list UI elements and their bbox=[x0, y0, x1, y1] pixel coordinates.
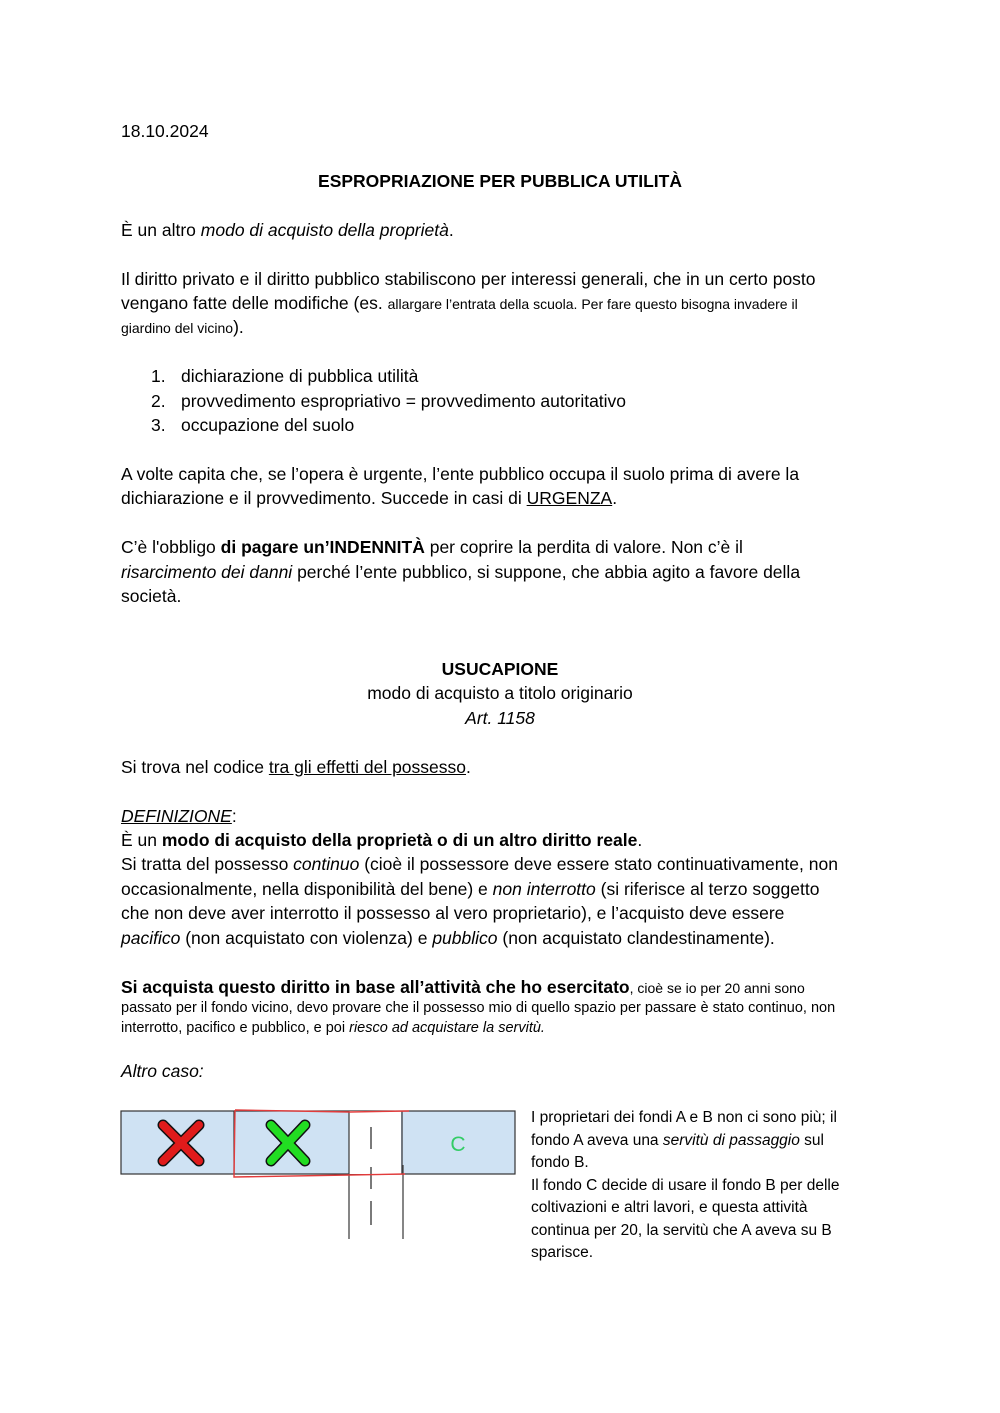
para2-line1: A volte capita che, se l’opera è urgente, l’ente pubblico occupa il suolo prima di avere la bbox=[121, 464, 800, 484]
section-subtitle: modo di acquisto a titolo originario bbox=[367, 683, 633, 703]
caption-line: fondo B. bbox=[531, 1154, 589, 1171]
code-line: Si trova nel codice tra gli effetti del possesso. bbox=[121, 757, 471, 777]
definition-label: DEFINIZIONE: bbox=[121, 806, 237, 826]
para1-line1: Il diritto privato e il diritto pubblico stabiliscono per interessi generali, che in un certo posto bbox=[121, 269, 816, 289]
definition-line4: che non deve aver interrotto il possesso al vero proprietario), e l’acquisto deve essere bbox=[121, 903, 785, 923]
para3-line2: risarcimento dei danni perché l’ente pubblico, si suppone, che abbia agito a favore della bbox=[121, 562, 801, 582]
para3-line3: società. bbox=[121, 586, 182, 606]
definition-line3: occasionalmente, nella disponibilità del bene) e non interrotto (si riferisce al terzo soggetto bbox=[121, 879, 820, 899]
list-item: 1. dichiarazione di pubblica utilità bbox=[151, 366, 419, 386]
land-diagram bbox=[119, 1105, 519, 1250]
caption-line: fondo A aveva una servitù di passaggio sul bbox=[531, 1131, 824, 1149]
date: 18.10.2024 bbox=[121, 121, 209, 141]
section-title-espropriazione: ESPROPRIAZIONE PER PUBBLICA UTILITÀ bbox=[318, 171, 682, 191]
land-diagram-svg bbox=[119, 1105, 519, 1245]
caption-line: continua per 20, la servitù che A aveva su B bbox=[531, 1221, 832, 1239]
road-gap bbox=[349, 1111, 401, 1174]
caption-line: I proprietari dei fondi A e B non ci sono più; il bbox=[531, 1109, 837, 1126]
diagram-caption bbox=[531, 1107, 891, 1265]
caption-line: sparisce. bbox=[531, 1244, 594, 1261]
other-case-label: Altro caso: bbox=[121, 1061, 204, 1081]
acquisition-line2: passato per il fondo vicino, devo provare che il possesso mio di quello spazio per passare è stato continuo, non bbox=[121, 1000, 836, 1016]
article-reference: Art. 1158 bbox=[465, 708, 535, 728]
caption-line: Il fondo C decide di usare il fondo B per delle bbox=[531, 1176, 840, 1194]
intro-line: È un altro modo di acquisto della proprietà. bbox=[121, 220, 454, 240]
acquisition-line3: interrotto, pacifico e pubblico, e poi riesco ad acquistare la servitù. bbox=[121, 1020, 545, 1036]
para1-line3: giardino del vicino). bbox=[121, 317, 244, 337]
field-c-label: C bbox=[450, 1133, 466, 1156]
caption-line: coltivazioni e altri lavori, e questa attività bbox=[531, 1199, 808, 1216]
para3-line1: C’è l'obbligo di pagare un’INDENNITÀ per coprire la perdita di valore. Non c’è il bbox=[121, 537, 743, 557]
section-title-usucapione: USUCAPIONE bbox=[441, 659, 559, 679]
definition-line5: pacifico (non acquistato con violenza) e pubblico (non acquistato clandestinamente). bbox=[121, 928, 775, 948]
list-item: 3. occupazione del suolo bbox=[151, 415, 355, 435]
definition-line1: È un modo di acquisto della proprietà o di un altro diritto reale. bbox=[121, 830, 643, 850]
para2-line2: dichiarazione e il provvedimento. Succede in casi di URGENZA. bbox=[121, 488, 618, 508]
acquisition-line1: Si acquista questo diritto in base all’attività che ho esercitato, cioè se io per 20 anni sono bbox=[121, 977, 805, 997]
list-item: 2. provvedimento espropriativo = provvedimento autoritativo bbox=[151, 391, 627, 411]
definition-line2: Si tratta del possesso continuo (cioè il possessore deve essere stato continuativamente, non bbox=[121, 854, 838, 874]
para1-line2: vengano fatte delle modifiche (es. allargare l’entrata della scuola. Per fare questo bisogna invadere il bbox=[121, 293, 798, 313]
